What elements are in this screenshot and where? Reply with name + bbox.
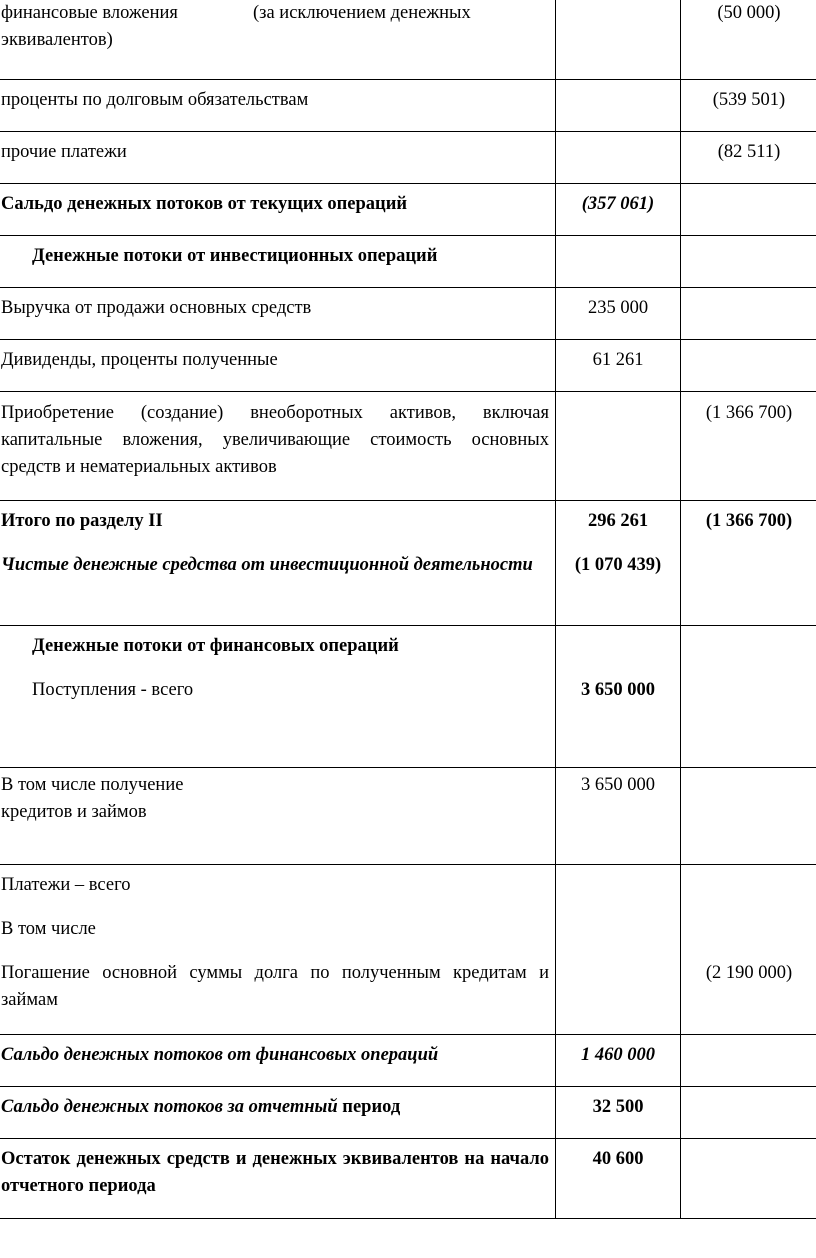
cell-col3 xyxy=(681,1035,816,1087)
cell-col2 xyxy=(556,0,681,80)
cell-col2: 235 000 xyxy=(556,288,681,340)
row-label: Сальдо денежных потоков за отчетный период xyxy=(0,1087,556,1139)
receipts-label: Поступления - всего xyxy=(32,680,194,700)
table-row xyxy=(0,768,816,865)
row-label: Сальдо денежных потоков от текущих операций xyxy=(0,184,556,236)
table-row xyxy=(0,1139,816,1219)
cell-col2: 3 650 000 xyxy=(556,626,681,768)
table-row xyxy=(0,288,816,340)
row-label xyxy=(0,501,556,626)
cell-col3: (1 366 700) xyxy=(681,501,816,626)
net-investing-value: (1 070 439) xyxy=(574,555,662,575)
row-label: Платежи – всего В том числе Погашение основной суммы долга по полученным кредитам и займам xyxy=(0,865,556,1035)
cell-col2: 40 600 xyxy=(556,1139,681,1219)
table-row xyxy=(0,236,816,288)
cell-col3 xyxy=(681,626,816,768)
cell-col3 xyxy=(681,340,816,392)
cell-col3 xyxy=(681,288,816,340)
table-row xyxy=(0,132,816,184)
cell-col2: 61 261 xyxy=(556,340,681,392)
cell-col2 xyxy=(556,236,681,288)
row-label: Дивиденды, проценты полученные xyxy=(0,340,556,392)
cell-col2: (357 061) xyxy=(556,184,681,236)
row-label: прочие платежи xyxy=(0,132,556,184)
table-row xyxy=(0,80,816,132)
section-total-value: 296 261 xyxy=(587,511,649,531)
net-investing-label: Чистые денежные средства от инвестиционной деятельности xyxy=(1,555,533,575)
cell-col3 xyxy=(681,1087,816,1139)
table-row xyxy=(0,501,816,626)
row-label: Выручка от продажи основных средств xyxy=(0,288,556,340)
row-label: В том числе получение кредитов и займов xyxy=(0,768,556,865)
cell-col3: (50 000) xyxy=(681,0,816,80)
row-label xyxy=(0,626,556,768)
row-label: проценты по долговым обязательствам xyxy=(0,80,556,132)
cell-col2 xyxy=(556,501,681,626)
cell-col2: 1 460 000 xyxy=(556,1035,681,1087)
cell-col2 xyxy=(556,865,681,1035)
table-row xyxy=(0,340,816,392)
table-row xyxy=(0,184,816,236)
cell-col3 xyxy=(681,184,816,236)
section-heading: Денежные потоки от финансовых операций xyxy=(32,636,399,656)
section-heading: Денежные потоки от инвестиционных операций xyxy=(0,236,556,288)
table-row xyxy=(0,1035,816,1087)
cell-col3: (539 501) xyxy=(681,80,816,132)
row-label: финансовые вложения (за исключением денежных эквивалентов) xyxy=(0,0,556,80)
cell-col3: (2 190 000) xyxy=(681,865,816,1035)
row-label: Остаток денежных средств и денежных эквивалентов на начало отчетного периода xyxy=(0,1139,556,1219)
table-row xyxy=(0,626,816,768)
cell-col2 xyxy=(556,132,681,184)
cell-col2 xyxy=(556,392,681,501)
cell-col2: 32 500 xyxy=(556,1087,681,1139)
table-row xyxy=(0,0,816,80)
row-label: Сальдо денежных потоков от финансовых операций xyxy=(0,1035,556,1087)
cell-col2 xyxy=(556,80,681,132)
cell-col2: 3 650 000 xyxy=(556,768,681,865)
cell-col3 xyxy=(681,236,816,288)
cell-col3: (1 366 700) xyxy=(681,392,816,501)
table-row xyxy=(0,1087,816,1139)
section-total-label: Итого по разделу II xyxy=(1,511,163,531)
row-label: Приобретение (создание) внеоборотных активов, включая капитальные вложения, увеличивающие стоимость основных средств и нематериальных активов xyxy=(0,392,556,501)
cell-col3 xyxy=(681,768,816,865)
table-row xyxy=(0,865,816,1035)
table-row xyxy=(0,392,816,501)
cell-col3 xyxy=(681,1139,816,1219)
cell-col3: (82 511) xyxy=(681,132,816,184)
